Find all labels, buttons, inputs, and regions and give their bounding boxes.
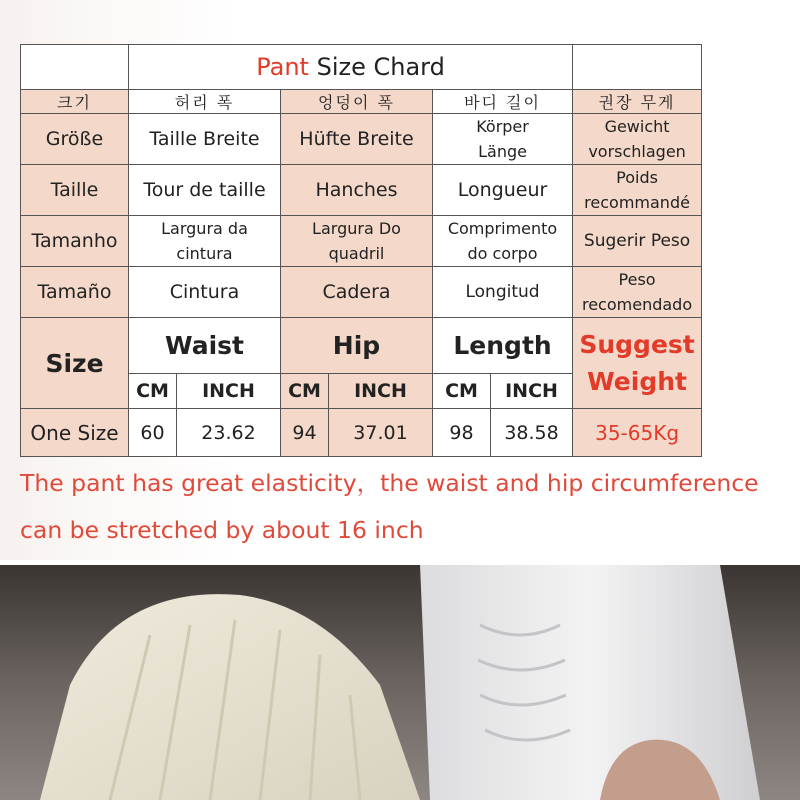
title-right-cell <box>573 45 702 90</box>
row-hip-inch: 37.01 <box>329 409 433 457</box>
note-line-2: can be stretched by about 16 inch <box>20 516 424 544</box>
unit-waist-cm: CM <box>129 374 177 409</box>
row-hip-cm: 94 <box>281 409 329 457</box>
lang-length-fr: Longueur <box>433 165 573 216</box>
lang-weight-fr: Poids recommandé <box>573 165 702 216</box>
header-suggest-weight <box>573 318 702 409</box>
header-hip: Hip <box>281 318 433 374</box>
row-size: One Size <box>21 409 129 457</box>
unit-hip-cm: CM <box>281 374 329 409</box>
lang-length-de: Körper Länge <box>433 114 573 165</box>
row-length-cm: 98 <box>433 409 491 457</box>
header-length: Length <box>433 318 573 374</box>
lang-length-es: Longitud <box>433 267 573 318</box>
lang-length-ko: 바디 길이 <box>433 90 573 114</box>
lang-hip-es: Cadera <box>281 267 433 318</box>
title-rest: Size Chard <box>308 53 445 81</box>
lang-hip-fr: Hanches <box>281 165 433 216</box>
lang-waist-ko: 허리 폭 <box>129 90 281 114</box>
size-chart-table <box>20 44 702 457</box>
unit-length-inch: INCH <box>491 374 573 409</box>
lang-hip-ko: 엉덩이 폭 <box>281 90 433 114</box>
lang-weight-ko: 권장 무게 <box>573 90 702 114</box>
title-prefix: Pant <box>256 53 309 81</box>
header-weight: Weight <box>587 367 687 396</box>
elasticity-note <box>20 460 790 554</box>
lang-waist-pt: Largura da cintura <box>129 216 281 267</box>
header-waist: Waist <box>129 318 281 374</box>
note-line-1: The pant has great elasticity，the waist and hip circumference <box>20 469 759 497</box>
row-length-inch: 38.58 <box>491 409 573 457</box>
header-suggest: Suggest <box>579 330 695 359</box>
lang-label-ko: 크기 <box>21 90 129 114</box>
lang-weight-pt: Sugerir Peso <box>573 216 702 267</box>
product-photo-illustration <box>0 565 800 800</box>
lang-weight-es: Peso recomendado <box>573 267 702 318</box>
row-waist-inch: 23.62 <box>177 409 281 457</box>
lang-label-pt: Tamanho <box>21 216 129 267</box>
lang-waist-de: Taille Breite <box>129 114 281 165</box>
lang-waist-es: Cintura <box>129 267 281 318</box>
lang-label-fr: Taille <box>21 165 129 216</box>
lang-hip-pt: Largura Do quadril <box>281 216 433 267</box>
lang-weight-de: Gewicht vorschlagen <box>573 114 702 165</box>
white-shirt-shape <box>420 565 760 800</box>
row-weight: 35-65Kg <box>573 409 702 457</box>
unit-waist-inch: INCH <box>177 374 281 409</box>
lang-label-es: Tamaño <box>21 267 129 318</box>
row-waist-cm: 60 <box>129 409 177 457</box>
header-size: Size <box>21 318 129 409</box>
unit-length-cm: CM <box>433 374 491 409</box>
lang-waist-fr: Tour de taille <box>129 165 281 216</box>
product-photo <box>0 565 800 800</box>
lang-hip-de: Hüfte Breite <box>281 114 433 165</box>
unit-hip-inch: INCH <box>329 374 433 409</box>
chart-title <box>129 45 573 90</box>
lang-label-de: Größe <box>21 114 129 165</box>
corner-cell <box>21 45 129 90</box>
lang-length-pt: Comprimento do corpo <box>433 216 573 267</box>
